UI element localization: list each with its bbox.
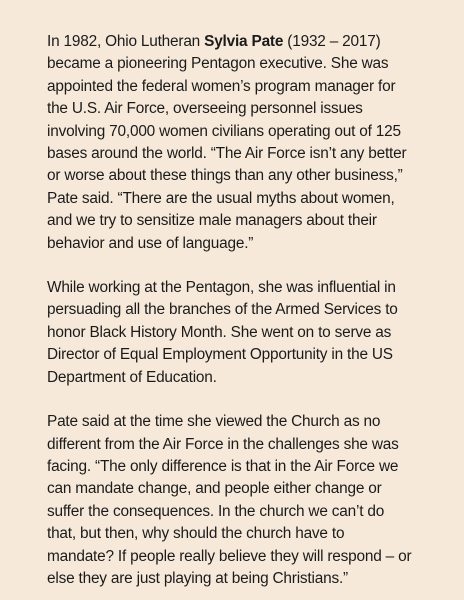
- text-line: Department of Education.: [47, 368, 217, 386]
- text-line: different from the Air Force in the challenges she was: [47, 435, 399, 453]
- paragraph-3: [47, 411, 444, 590]
- text-line: bases around the world. “The Air Force isn’t any better: [47, 145, 407, 163]
- text-line: Pate said at the time she viewed the Church as no: [47, 413, 381, 431]
- text-segment: (1932 – 2017): [283, 33, 381, 50]
- text-line: mandate? If people really believe they will respond – or: [47, 547, 412, 565]
- text-line: facing. “The only difference is that in the Air Force we: [47, 457, 399, 475]
- paragraph-2: [47, 277, 444, 389]
- text-line: the U.S. Air Force, overseeing personnel issues: [47, 100, 363, 118]
- text-line: that, but then, why should the church have to: [47, 525, 345, 543]
- text-line: behavior and use of language.”: [47, 234, 254, 252]
- text-segment: In 1982, Ohio Lutheran: [47, 33, 205, 50]
- paragraph-1: [47, 31, 444, 255]
- text-line: Director of Equal Employment Opportunity in the US: [47, 346, 393, 364]
- text-line: and we try to sensitize male managers about their: [47, 212, 377, 230]
- text-line: involving 70,000 women civilians operating out of 125: [47, 122, 401, 140]
- text-line: [47, 31, 444, 53]
- text-line: persuading all the branches of the Armed Services to: [47, 301, 398, 319]
- text-line: or worse about these things than any other business,”: [47, 167, 403, 185]
- text-line: Pate said. “There are the usual myths about women,: [47, 189, 395, 207]
- text-line: While working at the Pentagon, she was influential in: [47, 279, 396, 297]
- text-line: became a pioneering Pentagon executive. She was: [47, 55, 389, 73]
- text-line: honor Black History Month. She went on to serve as: [47, 323, 392, 341]
- text-line: can mandate change, and people either change or: [47, 480, 382, 498]
- person-name: Sylvia Pate: [204, 33, 284, 50]
- text-line: appointed the federal women’s program manager for: [47, 77, 396, 95]
- text-line: else they are just playing at being Christians.”: [47, 569, 348, 587]
- text-line: suffer the consequences. In the church we can’t do: [47, 502, 385, 520]
